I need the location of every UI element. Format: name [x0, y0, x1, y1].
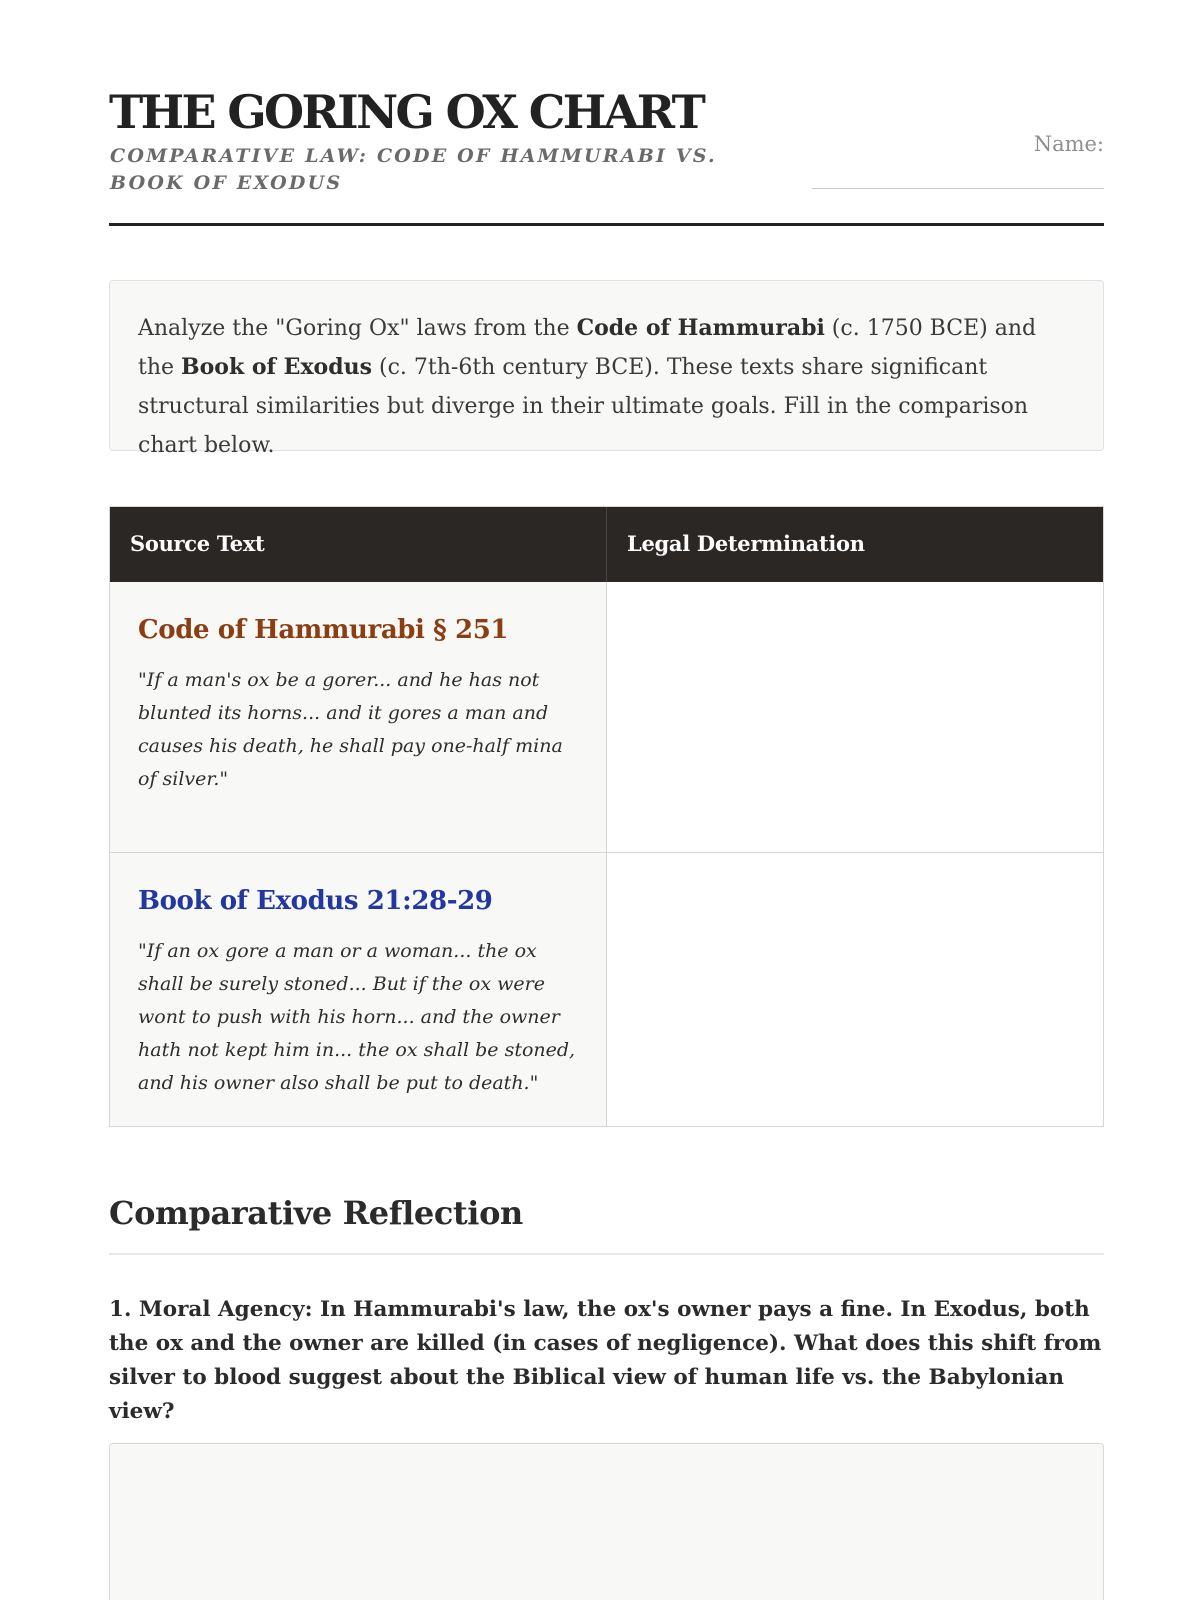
source-cell-hammurabi [110, 582, 607, 852]
source-quote-hammurabi: "If a man's ox be a gorer... and he has not blunted its horns... and it gores a man and causes his death, he shall pay one-half mina of silver." [138, 669, 563, 790]
section-divider [109, 1253, 1104, 1255]
header-source-text: Source Text [110, 507, 607, 582]
question-1: 1. Moral Agency: In Hammurabi's law, the ox's owner pays a fine. In Exodus, both the ox and the owner are killed (in cases of negligence). What does this shift from silver to blood suggest about the Biblical view of human life vs. the Babylonian view? [109, 1297, 1102, 1424]
page-title: THE GORING OX CHART [109, 85, 704, 139]
name-label: Name: [1033, 132, 1104, 156]
answer-box-1[interactable] [109, 1443, 1104, 1600]
section-title-reflection: Comparative Reflection [109, 1194, 523, 1232]
table-row [110, 852, 1103, 1126]
worksheet-header [109, 0, 1104, 226]
determination-cell-hammurabi[interactable] [607, 582, 1103, 852]
determination-cell-exodus[interactable] [607, 853, 1103, 1126]
source-title-exodus: Book of Exodus 21:28-29 [138, 886, 493, 916]
source-cell-exodus [110, 853, 607, 1126]
worksheet-page [109, 0, 1104, 1424]
instructions-box [109, 280, 1104, 458]
comparison-chart [109, 506, 1104, 1127]
intro-bold-hammurabi: Code of Hammurabi [576, 315, 825, 341]
chart-header-row [110, 507, 1103, 582]
page-subtitle: COMPARATIVE LAW: CODE OF HAMMURABI VS. BOOK OF EXODUS [110, 145, 717, 194]
intro-text-1: Analyze the "Goring Ox" laws from the [138, 316, 577, 341]
table-row [110, 582, 1103, 852]
intro-bold-exodus: Book of Exodus [181, 354, 372, 380]
source-quote-exodus: "If an ox gore a man or a woman... the ox shall be surely stoned... But if the ox were wont to push with his horn... and the owner hath not kept him in... the ox shall be stoned, and his owner also shall be put to death." [138, 940, 576, 1094]
intro-text-2: (c. 1750 BCE) and the [138, 316, 1037, 380]
intro-text-3: (c. 7th-6th century BCE). These texts share significant structural similarities but diverge in their ultimate goals. Fill in the comparison chart below. [138, 355, 1029, 458]
name-input-line[interactable] [812, 188, 1104, 189]
source-title-hammurabi: Code of Hammurabi § 251 [138, 615, 509, 645]
header-legal-determination: Legal Determination [627, 531, 865, 556]
